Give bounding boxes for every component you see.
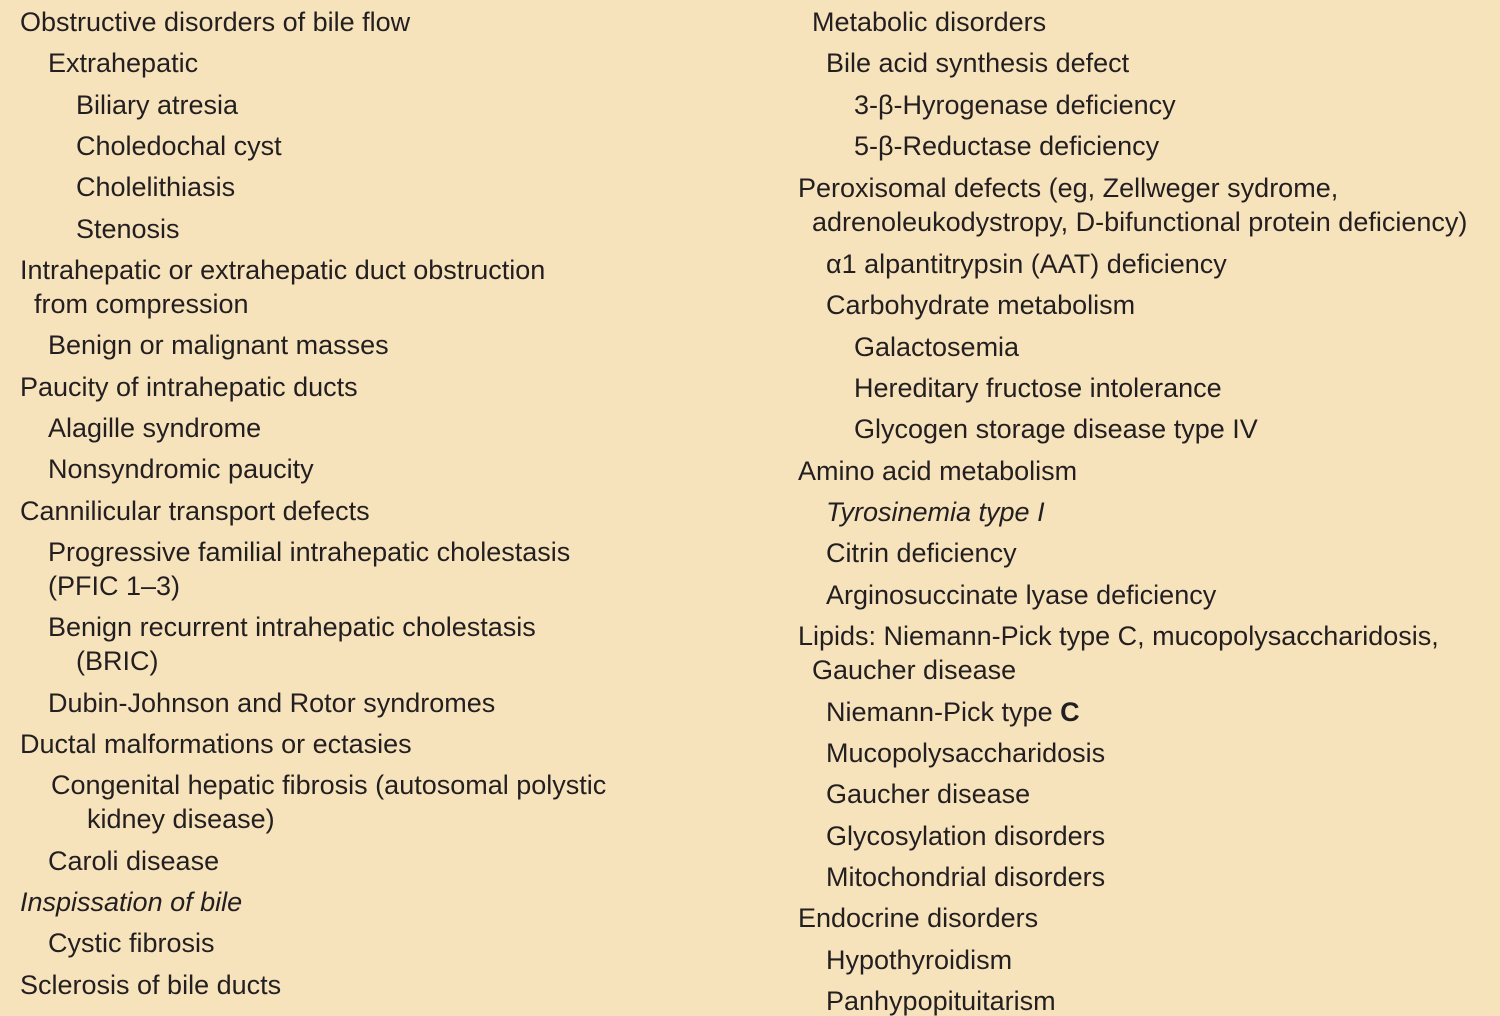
- list-item: Bile acid synthesis defect: [826, 48, 1130, 78]
- list-item: Tyrosinemia type I: [826, 497, 1045, 527]
- list-item: Amino acid metabolism: [798, 456, 1078, 486]
- list-item: adrenoleukodystropy, D-bifunctional protein deficiency): [812, 207, 1468, 237]
- list-item: Benign or malignant masses: [48, 330, 389, 360]
- list-item: Lipids: Niemann-Pick type C, mucopolysaccharidosis,: [798, 621, 1439, 651]
- list-item: Arginosuccinate lyase deficiency: [826, 580, 1217, 610]
- list-item: Endocrine disorders: [798, 903, 1039, 933]
- list-item: Benign recurrent intrahepatic cholestasis: [48, 612, 536, 642]
- list-item: Choledochal cyst: [76, 131, 282, 161]
- list-item: Stenosis: [76, 214, 180, 244]
- list-item: Caroli disease: [48, 846, 220, 876]
- list-item: Gaucher disease: [812, 655, 1017, 685]
- list-item: Inspissation of bile: [20, 887, 243, 917]
- list-item: Sclerosis of bile ducts: [20, 970, 282, 1000]
- list-item: Mucopolysaccharidosis: [826, 738, 1106, 768]
- list-item: Intrahepatic or extrahepatic duct obstruction: [20, 255, 546, 285]
- list-item: from compression: [34, 289, 249, 319]
- list-item: kidney disease): [87, 804, 275, 834]
- item-text-bold: C: [1060, 697, 1080, 727]
- list-item: Congenital hepatic fibrosis (autosomal polystic: [51, 770, 607, 800]
- list-item: Peroxisomal defects (eg, Zellweger sydrome,: [798, 173, 1339, 203]
- list-item: Hypothyroidism: [826, 945, 1013, 975]
- list-item: Progressive familial intrahepatic cholestasis: [48, 537, 571, 567]
- list-item: (BRIC): [76, 646, 159, 676]
- list-item: Galactosemia: [854, 332, 1020, 362]
- list-item: Hereditary fructose intolerance: [854, 373, 1222, 403]
- list-item: Carbohydrate metabolism: [826, 290, 1136, 320]
- list-item: Ductal malformations or ectasies: [20, 729, 412, 759]
- list-item: Extrahepatic: [48, 48, 199, 78]
- list-item: 3-β-Hyrogenase deficiency: [854, 90, 1176, 120]
- list-item: Cannilicular transport defects: [20, 496, 370, 526]
- list-item: Metabolic disorders: [812, 7, 1047, 37]
- list-item: (PFIC 1–3): [48, 571, 181, 601]
- item-text: Niemann-Pick type: [826, 697, 1061, 727]
- list-item: Cholelithiasis: [76, 172, 236, 202]
- list-item: Obstructive disorders of bile flow: [20, 7, 411, 37]
- list-item: Panhypopituitarism: [826, 986, 1056, 1016]
- list-item: Glycosylation disorders: [826, 821, 1106, 851]
- list-item: Biliary atresia: [76, 90, 239, 120]
- list-item: Cystic fibrosis: [48, 928, 215, 958]
- list-item: 5-β-Reductase deficiency: [854, 131, 1160, 161]
- list-item: [826, 695, 1080, 729]
- list-item: α1 alpantitrypsin (AAT) deficiency: [826, 249, 1227, 279]
- list-item: Dubin-Johnson and Rotor syndromes: [48, 688, 496, 718]
- list-item: Mitochondrial disorders: [826, 862, 1106, 892]
- list-item: Nonsyndromic paucity: [48, 454, 314, 484]
- list-item: Glycogen storage disease type IV: [854, 414, 1258, 444]
- list-item: Alagille syndrome: [48, 413, 262, 443]
- list-item: Citrin deficiency: [826, 538, 1017, 568]
- list-item: Gaucher disease: [826, 779, 1031, 809]
- list-item: Paucity of intrahepatic ducts: [20, 372, 358, 402]
